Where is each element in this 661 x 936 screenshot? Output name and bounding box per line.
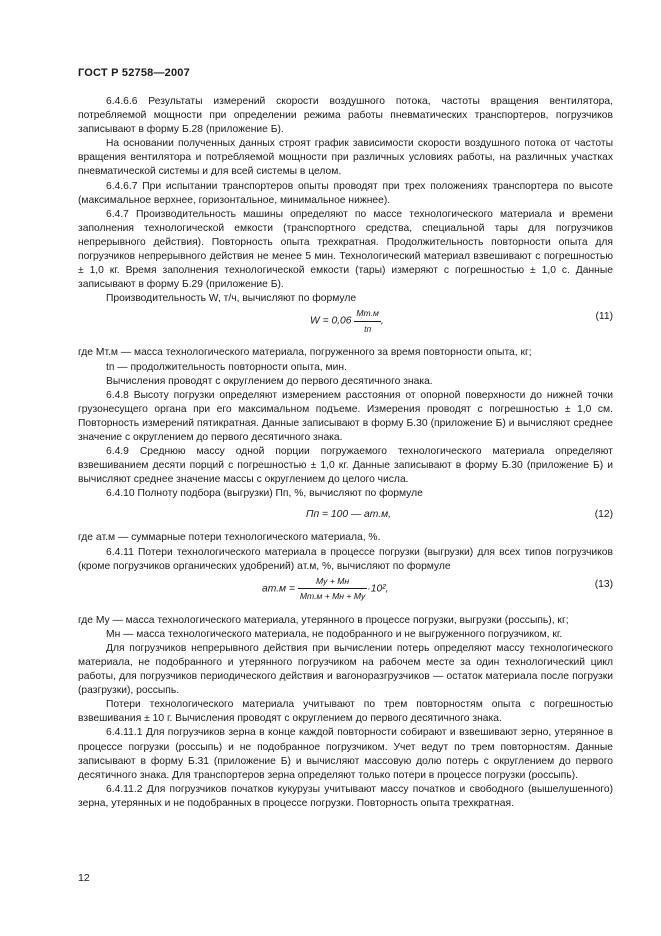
formula-11-number: (11) (595, 311, 613, 323)
formula-13-denominator: Mт.м + Mн + Mу (299, 590, 366, 601)
document-body (78, 95, 613, 811)
formula-12 (78, 501, 613, 531)
paragraph-6-4-11-2: 6.4.11.2 Для погрузчиков початков кукурузы учитывают массу початков и свободного (вышелушенного) зерна, утерянных и не подобранных в процессе погрузки. Повторность опыта трехкратная. (78, 783, 613, 809)
paragraph-losses: Потери технологического материала учитывают по трем повторностям опыта с погрешностью взвешивания ± 10 г. Вычисления проводят с округлением до первого десятичного знака. (78, 699, 613, 725)
paragraph-graph: На основании полученных данных строят график зависимости скорости воздушного потока от частоты вращения вентилятора и потребляемой мощности при различных условиях работы, на различных участках пневматической системы и для всей системы в целом. (78, 138, 613, 178)
where-t-p: tп — продолжительность повторности опыта, мин. (106, 361, 347, 373)
formula-12-number: (12) (594, 509, 613, 521)
paragraph-6-4-11-1: 6.4.11.1 Для погрузчиков зерна в конце каждой повторности собирают и взвешивают зерно, утерянное в процессе погрузки (россыпь) и не подобранное погрузчиком. Учет ведут по трем повторностям. Данные записывают в форму Б.31 (приложение Б) и вычисляют массовую долю потерь с округлением до первого десятичного знака. Для транспортеров зерна определяют только потери в процессе погрузки (россыпь). (78, 727, 613, 781)
where-m-u: где Mу — масса технологического материала, утерянного в процессе погрузки, выгрузки (россыпь), кг; (78, 614, 569, 626)
paragraph-6-4-6-7: 6.4.6.7 При испытании транспортеров опыты проводят при трех положениях транспортера по высоте (максимальное верхнее, горизонтальное, минимальное нижнее). (78, 180, 613, 206)
paragraph-6-4-9: 6.4.9 Среднюю массу одной порции погружаемого технологического материала определяют взвешиванием десяти порций с погрешностью ± 1,0 кг. Данные записывают в форму Б.30 (приложение Б) и вычисляют среднее значение массы с округлением до целого числа. (78, 446, 613, 486)
where-m-tm: где Mт.м — масса технологического материала, погруженного за время повторности опыта, кг; (78, 347, 532, 359)
formula-13-fraction (298, 574, 367, 603)
paragraph-rounding: Вычисления проводят с округлением до первого десятичного знака. (106, 375, 433, 387)
paragraph-6-4-7: 6.4.7 Производительность машины определяют по массе технологического материала и времени заполнения технологической емкости (транспортного средства, специальной тары для погрузчиков непрерывного действия). Повторность опыта трехкратная. Продолжительность повторности опыта для погрузчиков непрерывного действия не менее 5 мин. Технологический материал взвешивают с погрешностью ± 1,0 кг. Время заполнения технологической емкости (тары) измеряют с погрешностью ± 1,0 с. Данные записывают в форму Б.29 (приложение Б). (78, 208, 613, 291)
formula-11 (78, 306, 613, 346)
paragraph-6-4-8: 6.4.8 Высоту погрузки определяют измерением расстояния от опорной поверхности до нижней точки грузонесущего органа при его максимальном подъеме. Измерения проводят с погрешностью ± 1,0 см. Повторность измерений пятикратная. Данные записывают в форму Б.30 (приложение Б) и вычисляют среднее значение с округлением до первого десятичного знака. (78, 389, 613, 443)
paragraph-6-4-10: 6.4.10 Полноту подбора (выгрузки) Пп, %, вычисляют по формуле (106, 488, 423, 500)
page-number: 12 (78, 872, 90, 884)
formula-13-number: (13) (594, 578, 613, 590)
formula-12-body: Пп = 100 — aт.м, (306, 509, 392, 521)
formula-11-denominator: tп (364, 323, 372, 334)
formula-11-lhs: W = 0,06 (310, 315, 352, 327)
formula-13-tail: ·10², (367, 583, 389, 595)
formula-11-fraction (354, 306, 381, 335)
formula-13 (78, 574, 613, 614)
where-m-n: Mн — масса технологического материала, не подобранного и не выгруженного погрузчиком, кг. (106, 628, 563, 640)
formula-11-numerator: Mт.м (354, 306, 381, 321)
where-a-tm: где aт.м — суммарные потери технологического материала, %. (78, 532, 381, 544)
document-header: ГОСТ Р 52758—2007 (78, 67, 190, 79)
paragraph-6-4-11: 6.4.11 Потери технологического материала в процессе погрузки (выгрузки) для всех типов погрузчиков (кроме погрузчиков органических удобрений) aт.м, %, вычисляют по формуле (78, 546, 613, 572)
formula-11-tail: , (380, 315, 384, 327)
paragraph-productivity: Производительность W, т/ч, вычисляют по формуле (106, 293, 357, 305)
formula-13-lhs: aт.м = (262, 583, 295, 595)
formula-13-numerator: Mу + Mн (298, 574, 367, 589)
paragraph-continuous-loaders: Для погрузчиков непрерывного действия при вычислении потерь определяют массу технологического материала, не подобранного и утерянного погрузчиком на рабочем месте за один технологический цикл работы, для погрузчиков периодического действия и вагоноразгрузчиков — остаток материала после погрузки (разгрузки), россыпь. (78, 642, 613, 697)
paragraph-6-4-6-6: 6.4.6.6 Результаты измерений скорости воздушного потока, частоты вращения вентилятора, потребляемой мощности при определении режима работы пневматических транспортеров, погрузчиков записывают в форму Б.28 (приложение Б). (78, 96, 613, 136)
